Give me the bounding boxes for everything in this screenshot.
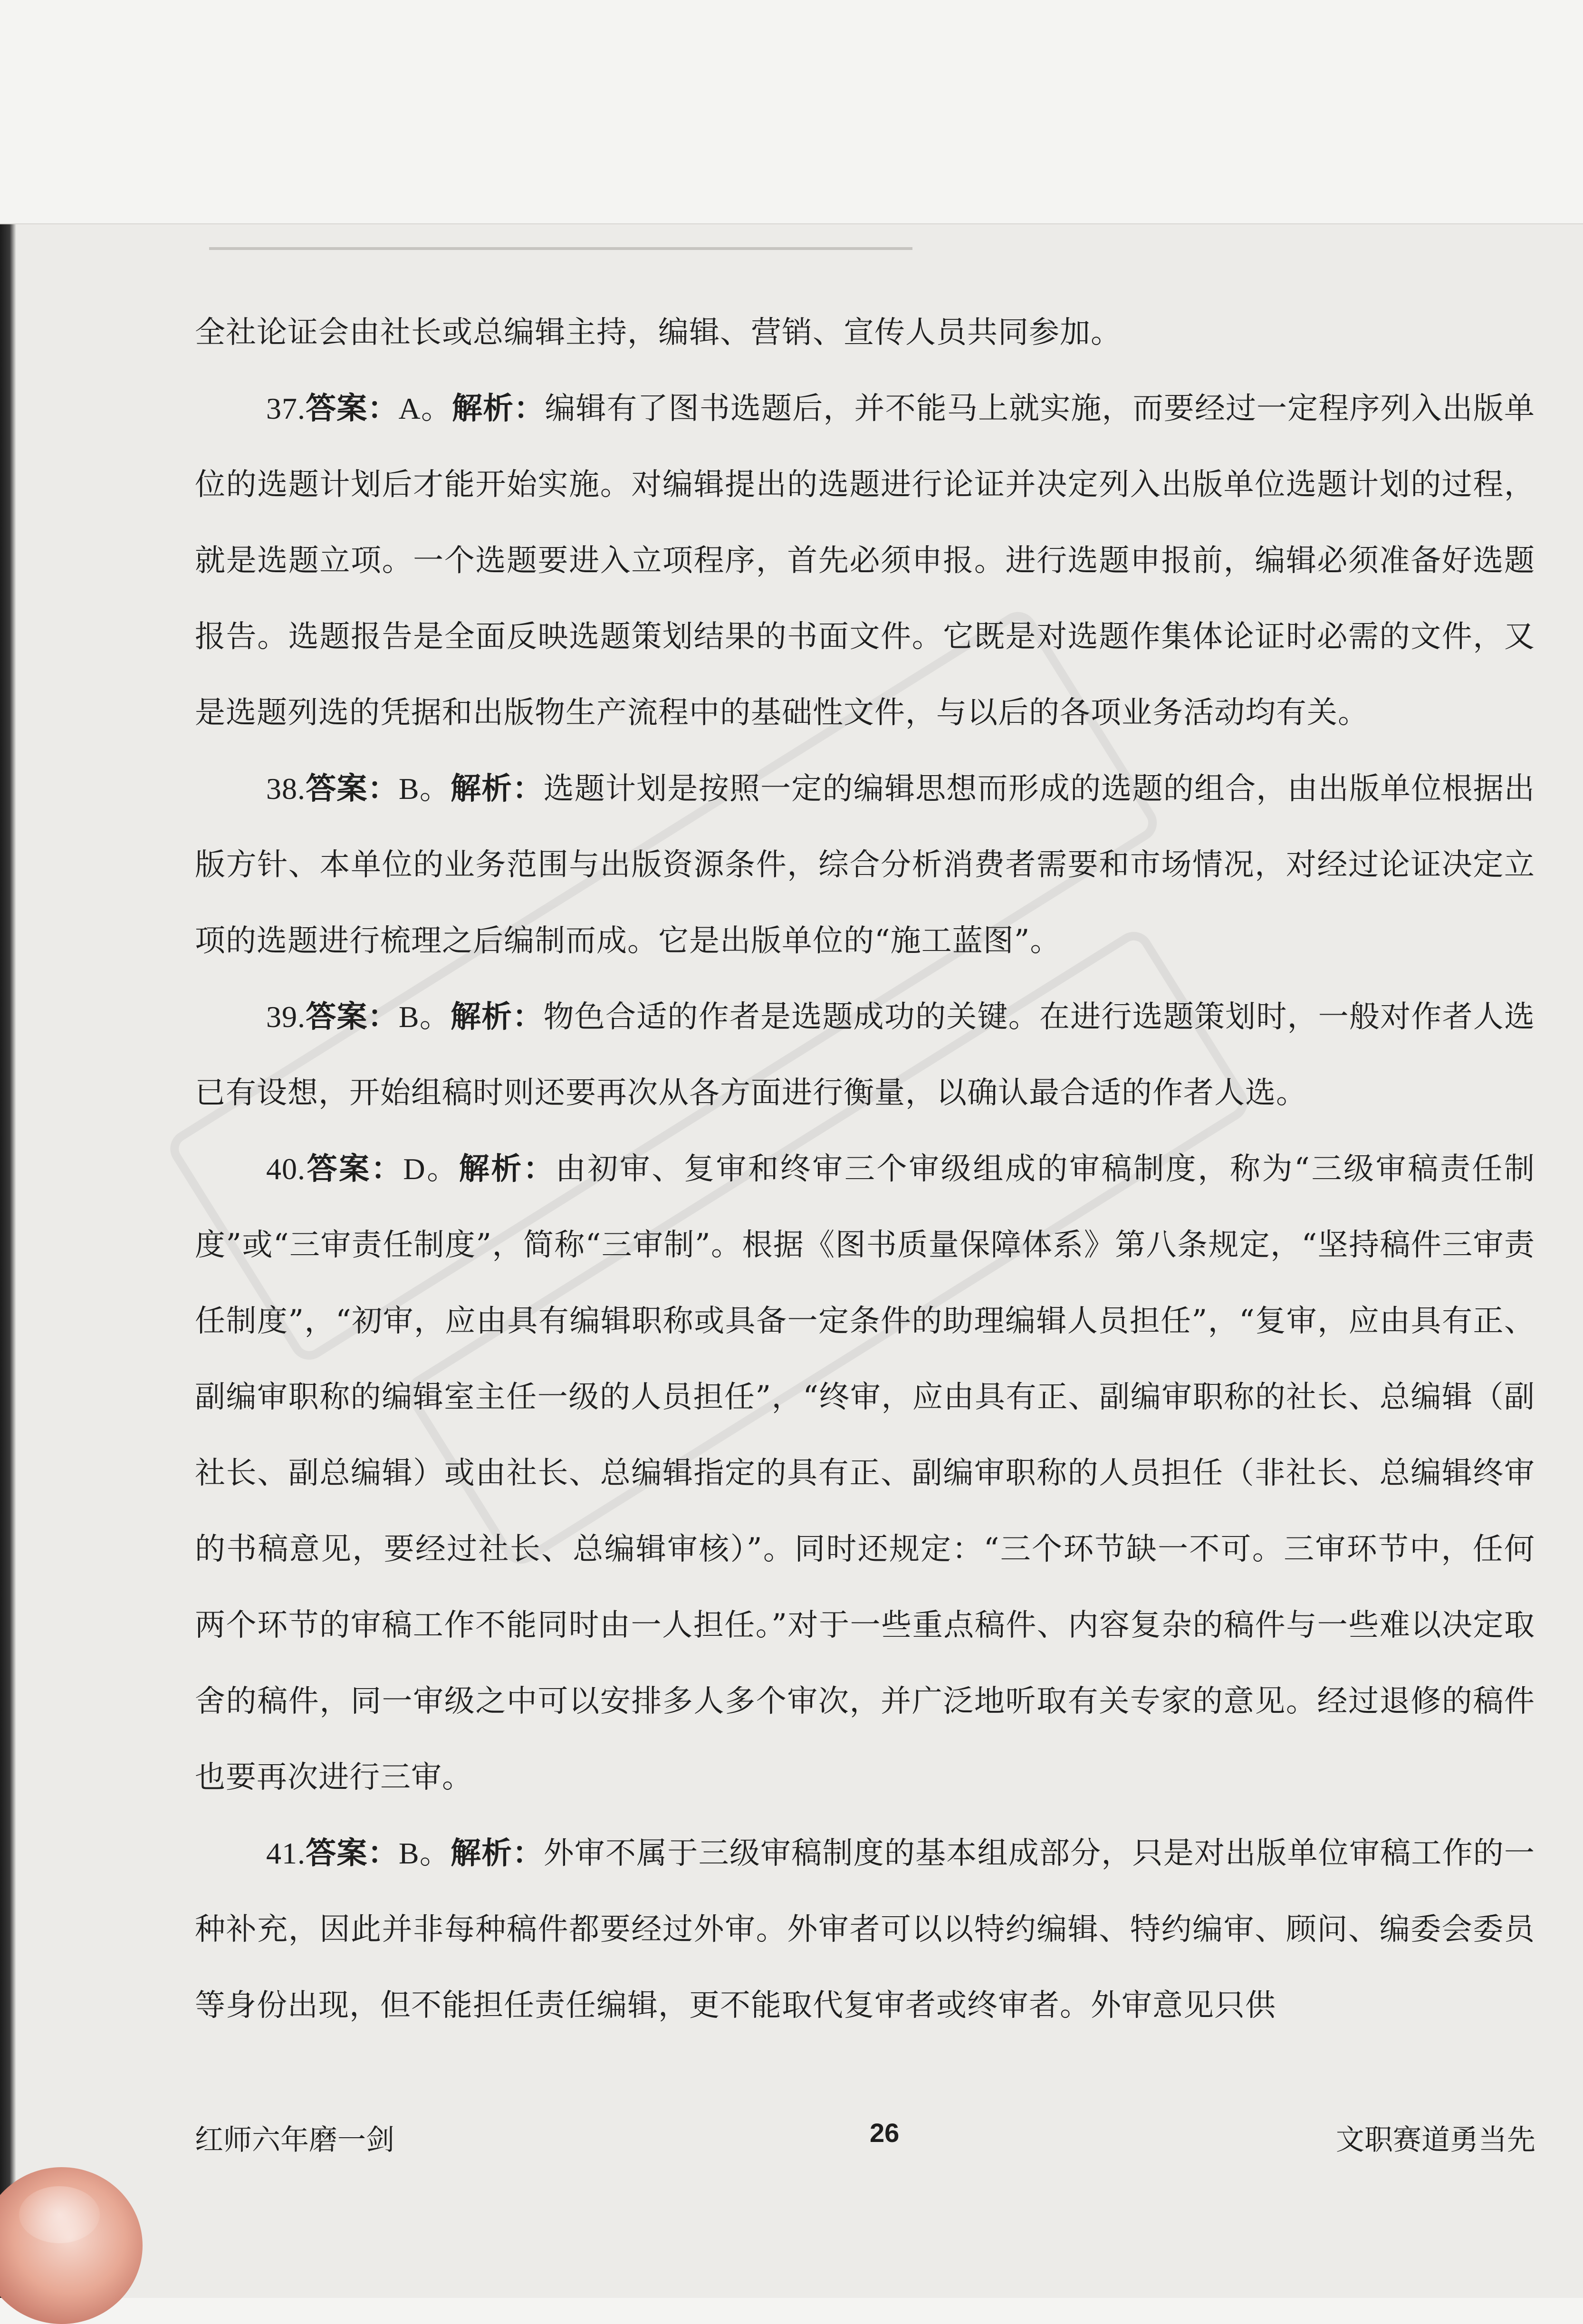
answer-label: 答案： <box>306 771 399 807</box>
question-number: 38. <box>266 772 306 806</box>
question-number: 39. <box>266 1000 306 1034</box>
answer-value: B。 <box>398 1836 451 1870</box>
analysis-label: 解析： <box>450 771 544 807</box>
header-rule <box>209 247 912 250</box>
answer-value: A。 <box>398 392 452 425</box>
footer-slogan-left: 红师六年磨一剑 <box>195 2123 394 2157</box>
answer-value: D。 <box>403 1152 459 1186</box>
answer-item-38 <box>195 751 1535 979</box>
answer-value: B。 <box>398 772 451 806</box>
analysis-label: 解析： <box>450 999 544 1035</box>
analysis-text: 外审不属于三级审稿制度的基本组成部分，只是对出版单位审稿工作的一种补充，因此并非每种稿件都要经过外审。外审者可以以特约编辑、特约编审、顾问、编委会委员等身份出现，但不能担任责任编辑，更不能取代复审者或终审者。外审意见只供 <box>195 1836 1535 2023</box>
analysis-text: 选题计划是按照一定的编辑思想而形成的选题的组合，由出版单位根据出版方针、本单位的业务范围与出版资源条件，综合分析消费者需要和市场情况，对经过论证决定立项的选题进行梳理之后编制而成。它是出版单位的“施工蓝图”。 <box>195 771 1535 959</box>
answer-item-37 <box>195 371 1535 751</box>
question-number: 41. <box>266 1836 306 1870</box>
analysis-label: 解析： <box>450 1835 544 1871</box>
footer-slogan-right: 文职赛道勇当先 <box>1336 2123 1535 2157</box>
answer-value: B。 <box>398 1000 451 1034</box>
question-number: 37. <box>266 392 306 425</box>
analysis-text: 物色合适的作者是选题成功的关键。在进行选题策划时，一般对作者人选已有设想，开始组稿时则还要再次从各方面进行衡量，以确认最合适的作者人选。 <box>195 999 1535 1111</box>
analysis-text: 编辑有了图书选题后，并不能马上就实施，而要经过一定程序列入出版单位的选题计划后才能开始实施。对编辑提出的选题进行论证并决定列入出版单位选题计划的过程，就是选题立项。一个选题要进入立项程序，首先必须申报。进行选题申报前，编辑必须准备好选题报告。选题报告是全面反映选题策划结果的书面文件。它既是对选题作集体论证时必需的文件，又是选题列选的凭据和出版物生产流程中的基础性文件，与以后的各项业务活动均有关。 <box>195 391 1535 730</box>
answer-label: 答案： <box>306 999 399 1035</box>
page-footer <box>0 2117 1583 2174</box>
answer-label: 答案： <box>306 1835 399 1871</box>
answer-label: 答案： <box>306 391 399 426</box>
question-number: 40. <box>266 1152 306 1186</box>
answer-item-40 <box>195 1131 1535 1815</box>
analysis-text: 由初审、复审和终审三个审级组成的审稿制度，称为“三级审稿责任制度”或“三审责任制度”，简称“三审制”。根据《图书质量保障体系》第八条规定，“坚持稿件三审责任制度”，“初审，应由具有编辑职称或具备一定条件的助理编辑人员担任”，“复审，应由具有正、副编审职称的编辑室主任一级的人员担任”，“终审，应由具有正、副编审职称的社长、总编辑（副社长、副总编辑）或由社长、总编辑指定的具有正、副编审职称的人员担任（非社长、总编辑终审的书稿意见，要经过社长、总编辑审核）”。同时还规定：“三个环节缺一不可。三审环节中，任何两个环节的审稿工作不能同时由一人担任。”对于一些重点稿件、内容复杂的稿件与一些难以决定取舍的稿件，同一审级之中可以安排多人多个审次，并广泛地听取有关专家的意见。经过退修的稿件也要再次进行三审。 <box>195 1152 1535 1795</box>
paragraph-continuation <box>195 295 1535 371</box>
paragraph-text: 全社论证会由社长或总编辑主持，编辑、营销、宣传人员共同参加。 <box>195 315 1122 350</box>
document-body <box>195 295 1535 2044</box>
answer-label: 答案： <box>306 1151 403 1187</box>
analysis-label: 解析： <box>459 1151 556 1187</box>
answer-item-41 <box>195 1815 1535 2044</box>
answer-item-39 <box>195 979 1535 1131</box>
analysis-label: 解析： <box>451 391 545 426</box>
page-number: 26 <box>870 2118 900 2148</box>
